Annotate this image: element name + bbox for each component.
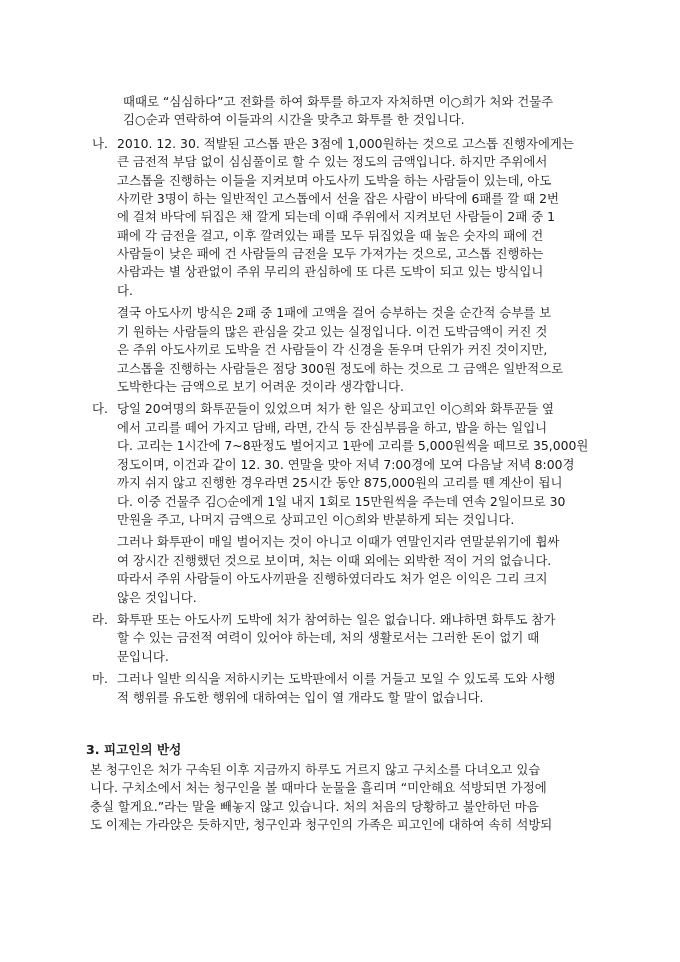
item-line: 다. 이중 건물주 김○순에게 1일 내지 1회로 15만원씩을 주는데 연속 2일이므로 30 [117, 494, 566, 509]
item-marker: 나. [92, 136, 108, 151]
section-line: 니다. 구치소에서 처는 청구인을 볼 때마다 눈물을 흘리며 “미안해요 석방되면 가정에 [90, 780, 547, 795]
continuation-line: 김○순과 연락하여 이들과의 시간을 맞추고 화투를 한 것입니다. [123, 112, 465, 127]
item-line: 다. [117, 283, 133, 298]
item-line: 정도이며, 이건과 같이 12. 30. 연말을 맞아 저녁 7:00경에 모여 다음날 저녁 8:00경 [117, 457, 575, 472]
item-marker: 마. [92, 671, 108, 686]
item-line: 화투판 또는 아도사끼 도박에 처가 참여하는 일은 없습니다. 왜냐하면 화투도 참가 [117, 612, 556, 627]
item-line: 큰 금전적 부담 없이 심심풀이로 할 수 있는 정도의 금액입니다. 하지만 주위에서 [117, 154, 548, 169]
item-line: 당일 20여명의 화투꾼들이 있었으며 처가 한 일은 상피고인 이○희와 화투꾼들 옆 [117, 401, 555, 416]
section-line: 도 이제는 가라앉은 듯하지만, 청구인과 청구인의 가족은 피고인에 대하여 속히 석방되 [90, 817, 553, 832]
item-marker: 라. [92, 612, 108, 627]
item-line: 2010. 12. 30. 적발된 고스톱 판은 3점에 1,000원하는 것으로 고스톱 진행자에게는 [117, 136, 574, 151]
item-line: 그러나 화투판이 매일 벌어지는 것이 아니고 이때가 연말인지라 연말분위기에 휩싸 [117, 534, 560, 549]
item-line: 따라서 주위 사람들이 아도사끼판을 진행하였더라도 처가 얻은 이익은 그리 크지 [117, 571, 548, 586]
item-line: 여 장시간 진행했던 것으로 보이며, 처는 이때 외에는 외박한 적이 거의 없습니다. [117, 553, 552, 568]
item-line: 고스톱을 진행하는 이들을 지켜보며 아도사끼 도박을 하는 사람들이 있는데, 아도 [117, 173, 552, 188]
item-line: 까지 쉬지 않고 진행한 경우라면 25시간 동안 875,000원의 고리를 뗀 계산이 됩니 [117, 475, 563, 490]
item-line: 않은 것입니다. [117, 590, 197, 605]
item-line: 에서 고리를 떼어 가지고 담배, 라면, 간식 등 잔심부름을 하고, 밥을 하는 일입니 [117, 420, 548, 435]
item-line: 기 원하는 사람들의 많은 관심을 갖고 있는 실정입니다. 이건 도박금액이 커진 것 [117, 324, 548, 339]
item-line: 그러나 일반 의식을 저하시키는 도박판에서 이를 거들고 모일 수 있도록 도와 사행 [117, 671, 556, 686]
item-line: 사끼란 3명이 하는 일반적인 고스톱에서 선을 잡은 사람이 바닥에 6패를 깔 때 2번 [117, 191, 559, 206]
item-line: 도박한다는 금액으로 보기 어려운 것이라 생각합니다. [117, 379, 404, 394]
item-line: 문입니다. [117, 649, 169, 664]
item-line: 고스톱을 진행하는 사람들은 점당 300원 정도에 하는 것으로 그 금액은 일반적으로 [117, 361, 564, 376]
item-line: 할 수 있는 금전적 여력이 있어야 하는데, 처의 생활로서는 그러한 돈이 없기 때 [117, 630, 540, 645]
item-line: 사람들이 낮은 패에 건 사람들의 금전을 모두 가져가는 것으로, 고스톱 진행하는 [117, 246, 544, 261]
section-line: 충실 할게요.”라는 말을 빼놓지 않고 있습니다. 처의 처음의 당황하고 불안하던 마음 [90, 799, 539, 814]
section-heading: 3. 피고인의 반성 [86, 742, 182, 757]
item-line: 만원을 주고, 나머지 금액으로 상피고인 이○희와 반분하게 되는 것입니다. [117, 512, 515, 527]
item-line: 패에 각 금전을 걸고, 이후 깔려있는 패를 모두 뒤집었을 때 높은 숫자의 패에 건 [117, 228, 544, 243]
item-marker: 다. [92, 401, 108, 416]
item-line: 에 걸쳐 바닥에 뒤집은 채 깔게 되는데 이때 주위에서 지켜보던 사람들이 2패 중 1 [117, 209, 556, 224]
item-line: 다. 고리는 1시간에 7~8판정도 벌어지고 1판에 고리를 5,000원씩을 떼므로 35,000원 [117, 438, 589, 453]
item-line: 적 행위를 유도한 행위에 대하여는 입이 열 개라도 할 말이 없습니다. [117, 690, 484, 705]
item-line: 결국 아도사끼 방식은 2패 중 1패에 고액을 걸어 승부하는 것을 순간적 승부를 보 [117, 305, 552, 320]
item-line: 사람과는 별 상관없이 주위 무리의 관심하에 또 다른 도박이 되고 있는 방식입니 [117, 264, 544, 279]
continuation-line: 때때로 “심심하다”고 전화를 하여 화투를 하고자 자처하면 이○희가 처와 건물주 [123, 94, 554, 109]
item-line: 은 주위 아도사끼로 도박을 건 사람들이 각 신경을 돋우며 단위가 커진 것이지만, [117, 342, 548, 357]
section-line: 본 청구인은 처가 구속된 이후 지금까지 하루도 거르지 않고 구치소를 다녀오고 있습 [90, 762, 541, 777]
